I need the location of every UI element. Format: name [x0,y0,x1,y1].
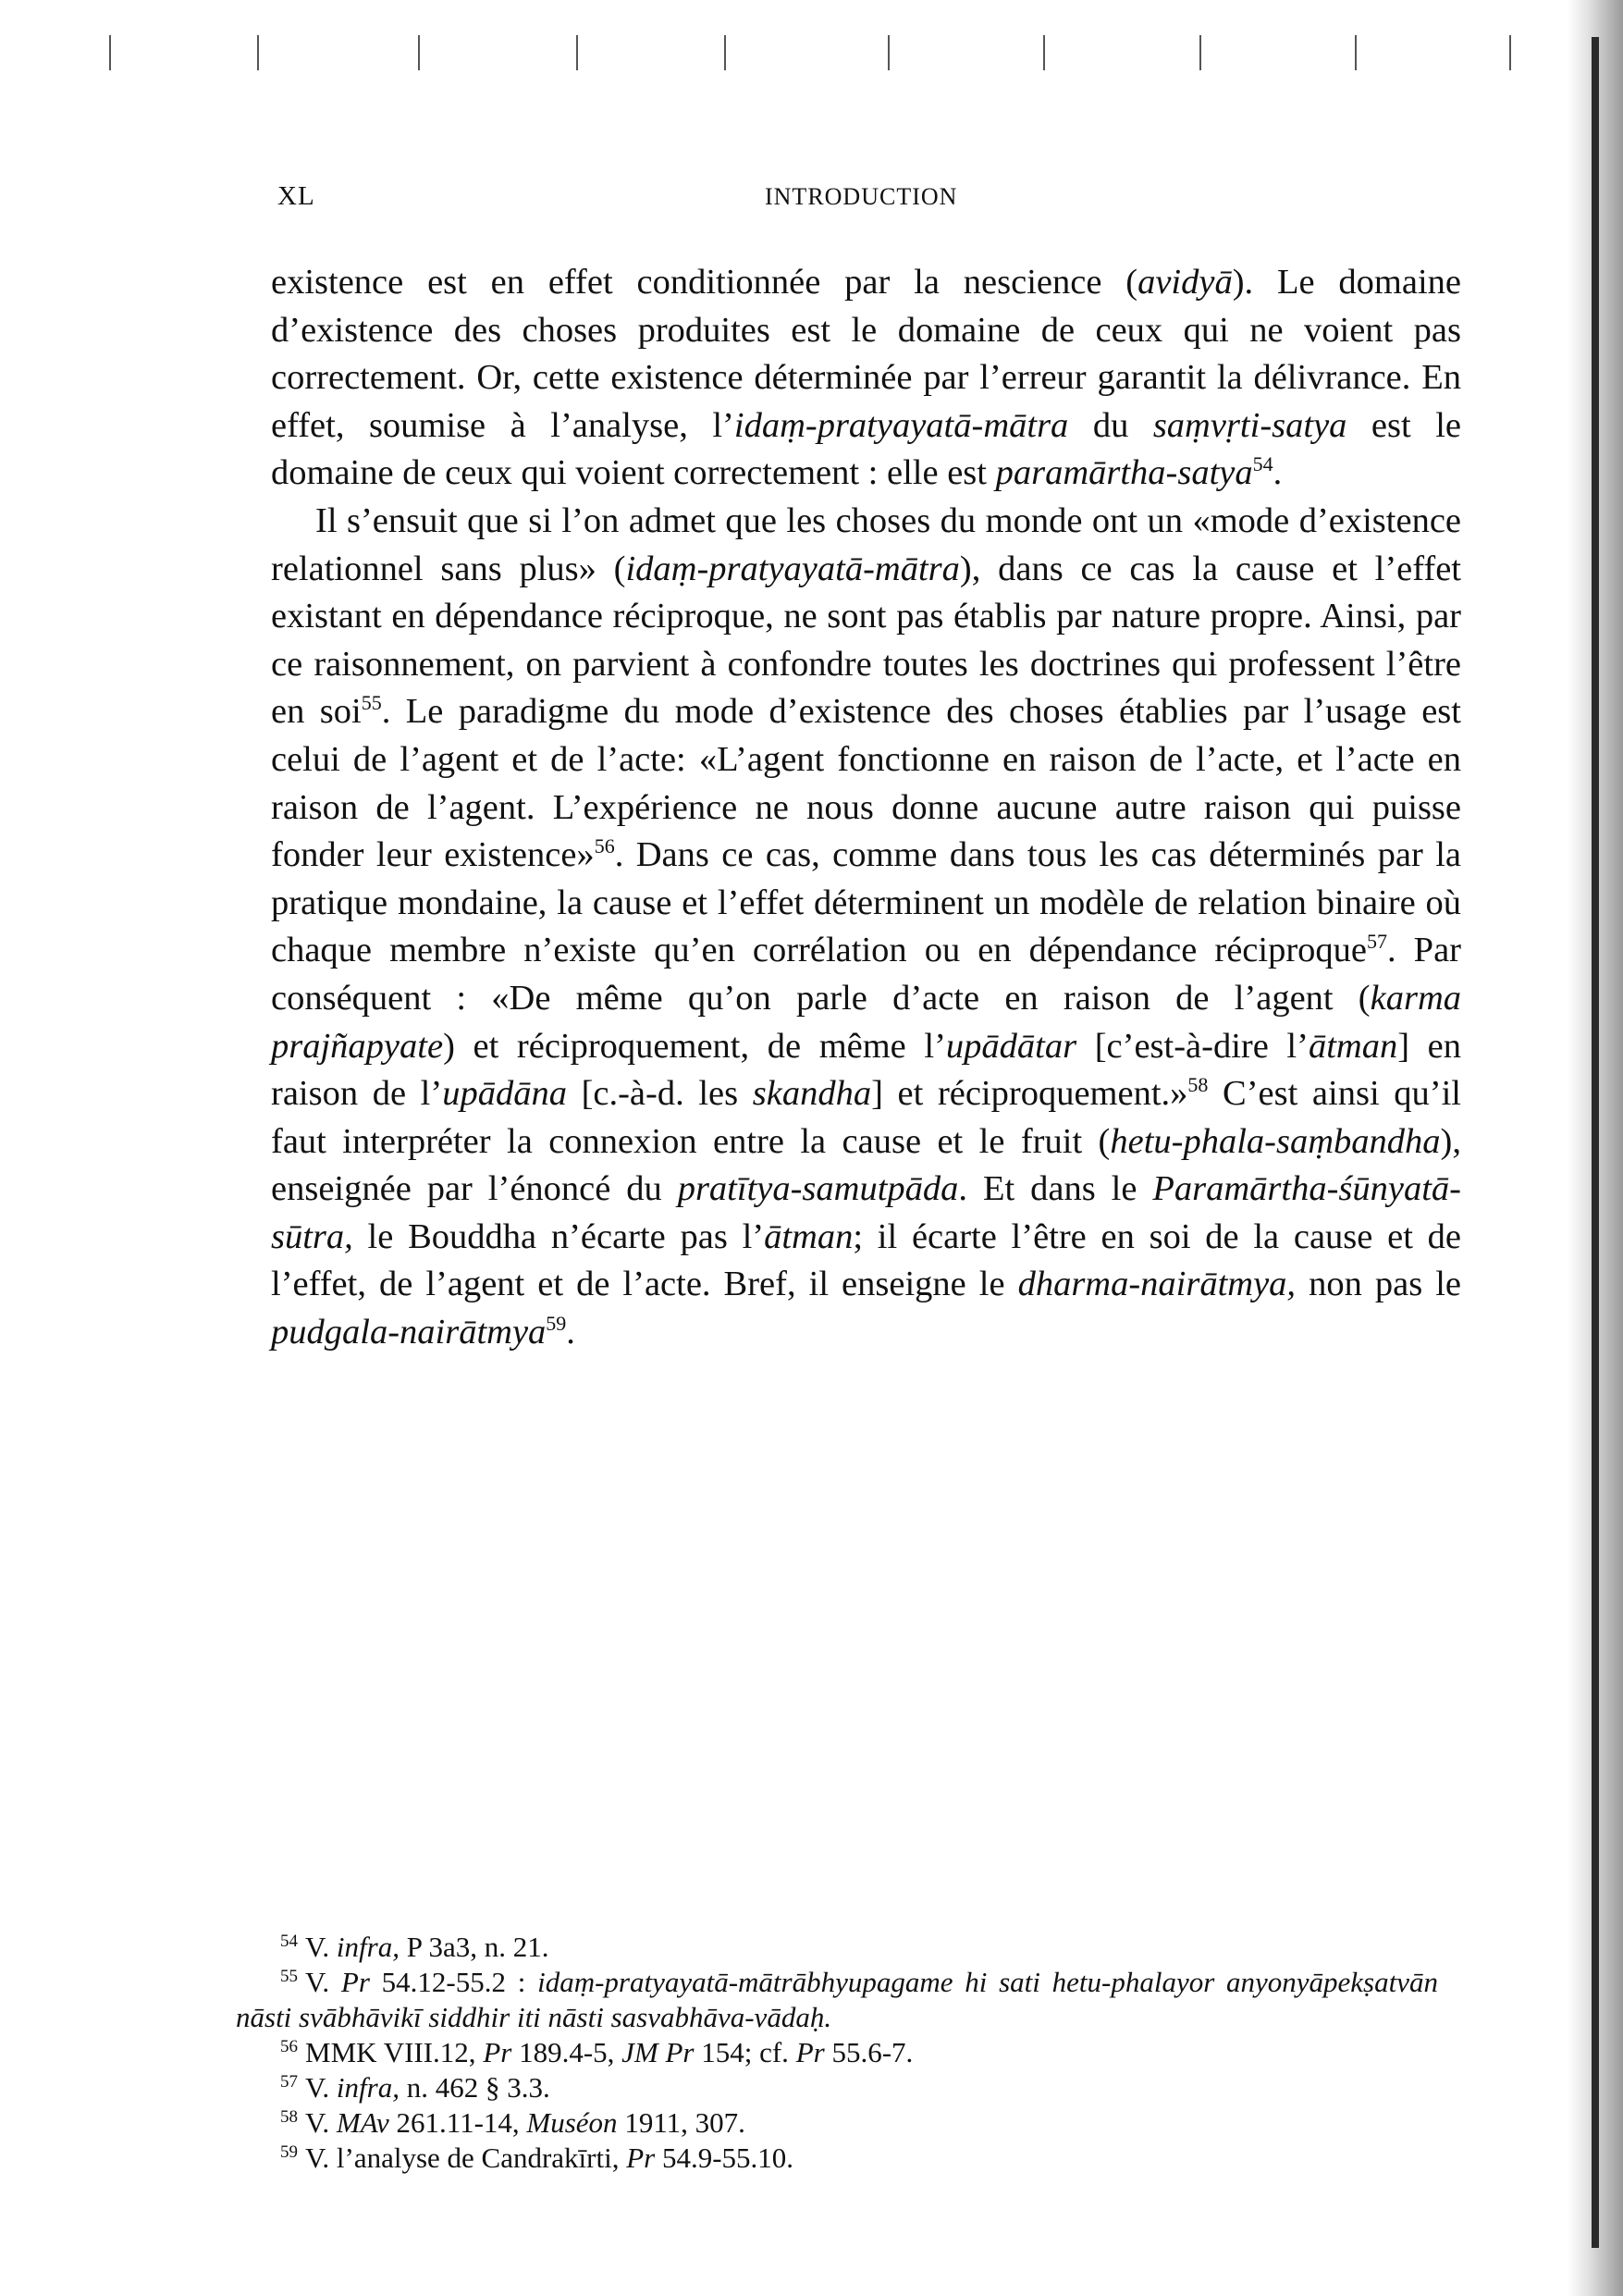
footnote-54 [236,1930,1438,1965]
text: 189.4-5, [511,2036,622,2068]
term: JM Pr [621,2036,695,2068]
footnote-ref: 55 [361,691,382,715]
term: MAv [336,2106,389,2139]
text: ] en raison de l’ [271,1026,1461,1114]
text: V. [305,2106,337,2139]
scan-mark [576,35,578,70]
term: karma prajñapyate [271,978,1461,1066]
scan-edge-marks [0,0,1623,93]
text: 261.11-14, [388,2106,527,2139]
text: V. [305,1966,341,1998]
running-title: INTRODUCTION [765,183,958,210]
footnote-ref: 59 [546,1312,567,1336]
text: 55.6-7. [824,2036,914,2068]
term: paramārtha-satya [995,453,1253,493]
term: Pr [483,2036,512,2068]
text: 154; cf. [694,2036,796,2068]
term: Muséon [526,2106,618,2139]
text: ; il écarte l’être en soi de la cause et de l’effet, de l’agent et de l’acte. Bref, il enseigne le [271,1216,1461,1304]
footnote-number: 54 [280,1931,298,1951]
text: . Et dans le [958,1169,1153,1209]
footnote-ref: 54 [1252,452,1273,476]
term: idaṃ-pratyayatā-mātra [733,405,1069,445]
scan-mark [1355,35,1357,70]
term: ātman [764,1216,854,1256]
scan-mark [418,35,420,70]
scan-mark [257,35,259,70]
text: C’est ainsi qu’il faut interpréter la connexion entre la cause et le fruit ( [271,1074,1461,1161]
text: V. [305,1931,337,1963]
term: Pr [626,2142,656,2174]
term: Paramārtha-śūnyatā-sūtra, [271,1169,1461,1256]
footnote-number: 58 [280,2106,298,2127]
text: ). Le domaine d’existence des choses produites est le domaine de ceux qui ne voient pas correctement. Or, cette existence déterminée par l’erreur garantit la délivrance. En effet, soumise à l’analyse, l’ [271,263,1461,445]
scan-mark [1043,35,1045,70]
footnote-number: 55 [280,1966,298,1986]
text: 1911, 307. [617,2106,745,2139]
term: upādāna [442,1074,567,1114]
term: pudgala-nairātmya [271,1313,547,1352]
term: ātman [1308,1026,1398,1066]
footnote-57 [236,2070,1438,2105]
text: ) et réciproquement, de même l’ [443,1026,946,1066]
paragraph-2 [271,498,1461,1357]
text: 54.9-55.10. [655,2142,794,2174]
text: 54.12-55.2 : [369,1966,538,1998]
text: non pas le [1296,1265,1461,1304]
scan-mark [724,35,726,70]
footnote-ref: 57 [1366,930,1387,954]
term: Pr [340,1966,370,1998]
text: ), enseignée par l’énoncé du [271,1121,1461,1209]
footnote-number: 56 [280,2036,298,2056]
text: du [1068,405,1153,445]
text: MMK VIII.12, [305,2036,484,2068]
text: V. [305,2071,337,2104]
text: . [1273,453,1283,493]
footnote-58 [236,2105,1438,2141]
term: saṃvṛti-satya [1152,405,1347,445]
term: idaṃ-pratyayatā-mātra [625,549,960,588]
text: Il s’ensuit que si l’on admet que les choses du monde ont un «mode d’existence relationnel sans plus» ( [271,500,1461,588]
term: dharma-nairātmya, [1017,1265,1297,1304]
scan-mark [1199,35,1201,70]
text: le Bouddha n’écarte pas l’ [352,1216,765,1256]
text: [c.-à-d. les [566,1074,753,1114]
footnote-number: 59 [280,2142,298,2162]
term: Pr [795,2036,825,2068]
term: infra, [336,2071,400,2104]
text: P 3a3, n. 21. [399,1931,549,1963]
footnotes [236,1930,1438,2176]
scan-binding-edge [1592,37,1599,2248]
text: [c’est-à-dire l’ [1076,1026,1309,1066]
page-number: XL [277,181,315,211]
scan-mark [1509,35,1511,70]
body-text [271,259,1461,1357]
footnote-ref: 58 [1187,1073,1209,1097]
text: . [566,1313,575,1352]
text: . Le paradigme du mode d’existence des choses établies par l’usage est celui de l’agent et de l’acte: «L’agent fonctionne en raison de l’acte, et l’acte en raison de l’agent. L’expérience ne nous donne aucune autre raison qui puisse fonder leur existence» [271,692,1461,875]
term: idaṃ-pratyayatā-mātrābhyupagame hi sati hetu-phalayor anyonyāpekṣatvān nāsti svābhāvikī siddhir iti nāsti sasvabhāva-vādaḥ. [236,1966,1438,2033]
paragraph-1 [271,259,1461,498]
text: ] et réciproquement.» [871,1074,1188,1114]
text: . Par conséquent : «De même qu’on parle d’acte en raison de l’agent ( [271,931,1461,1018]
term: upādātar [945,1026,1077,1066]
text: V. l’analyse de Candrakīrti, [305,2142,627,2174]
term: infra, [336,1931,400,1963]
text: existence est en effet conditionnée par la nescience ( [271,263,1138,302]
footnote-56 [236,2035,1438,2070]
text: est le domaine de ceux qui voient correctement : elle est [271,405,1461,493]
text: . Dans ce cas, comme dans tous les cas déterminés par la pratique mondaine, la cause et l’effet déterminent un modèle de relation binaire où chaque membre n’existe qu’en corrélation ou en dépendance réciproque [271,835,1461,970]
footnote-59 [236,2141,1438,2176]
scan-mark [888,35,890,70]
footnote-ref: 56 [594,834,615,858]
text: n. 462 § 3.3. [399,2071,550,2104]
running-head [277,181,1470,218]
scan-mark [109,35,111,70]
term: pratītya-samutpāda [677,1169,959,1209]
term: avidyā [1137,263,1233,302]
term: hetu-phala-saṃbandha [1110,1121,1441,1161]
footnote-number: 57 [280,2071,298,2092]
footnote-55 [236,1965,1438,2035]
term: skandha [752,1074,872,1114]
text: ), dans ce cas la cause et l’effet existant en dépendance réciproque, ne sont pas établis par nature propre. Ainsi, par ce raisonnement, on parvient à confondre toutes les doctrines qui professent l’être en soi [271,549,1461,732]
